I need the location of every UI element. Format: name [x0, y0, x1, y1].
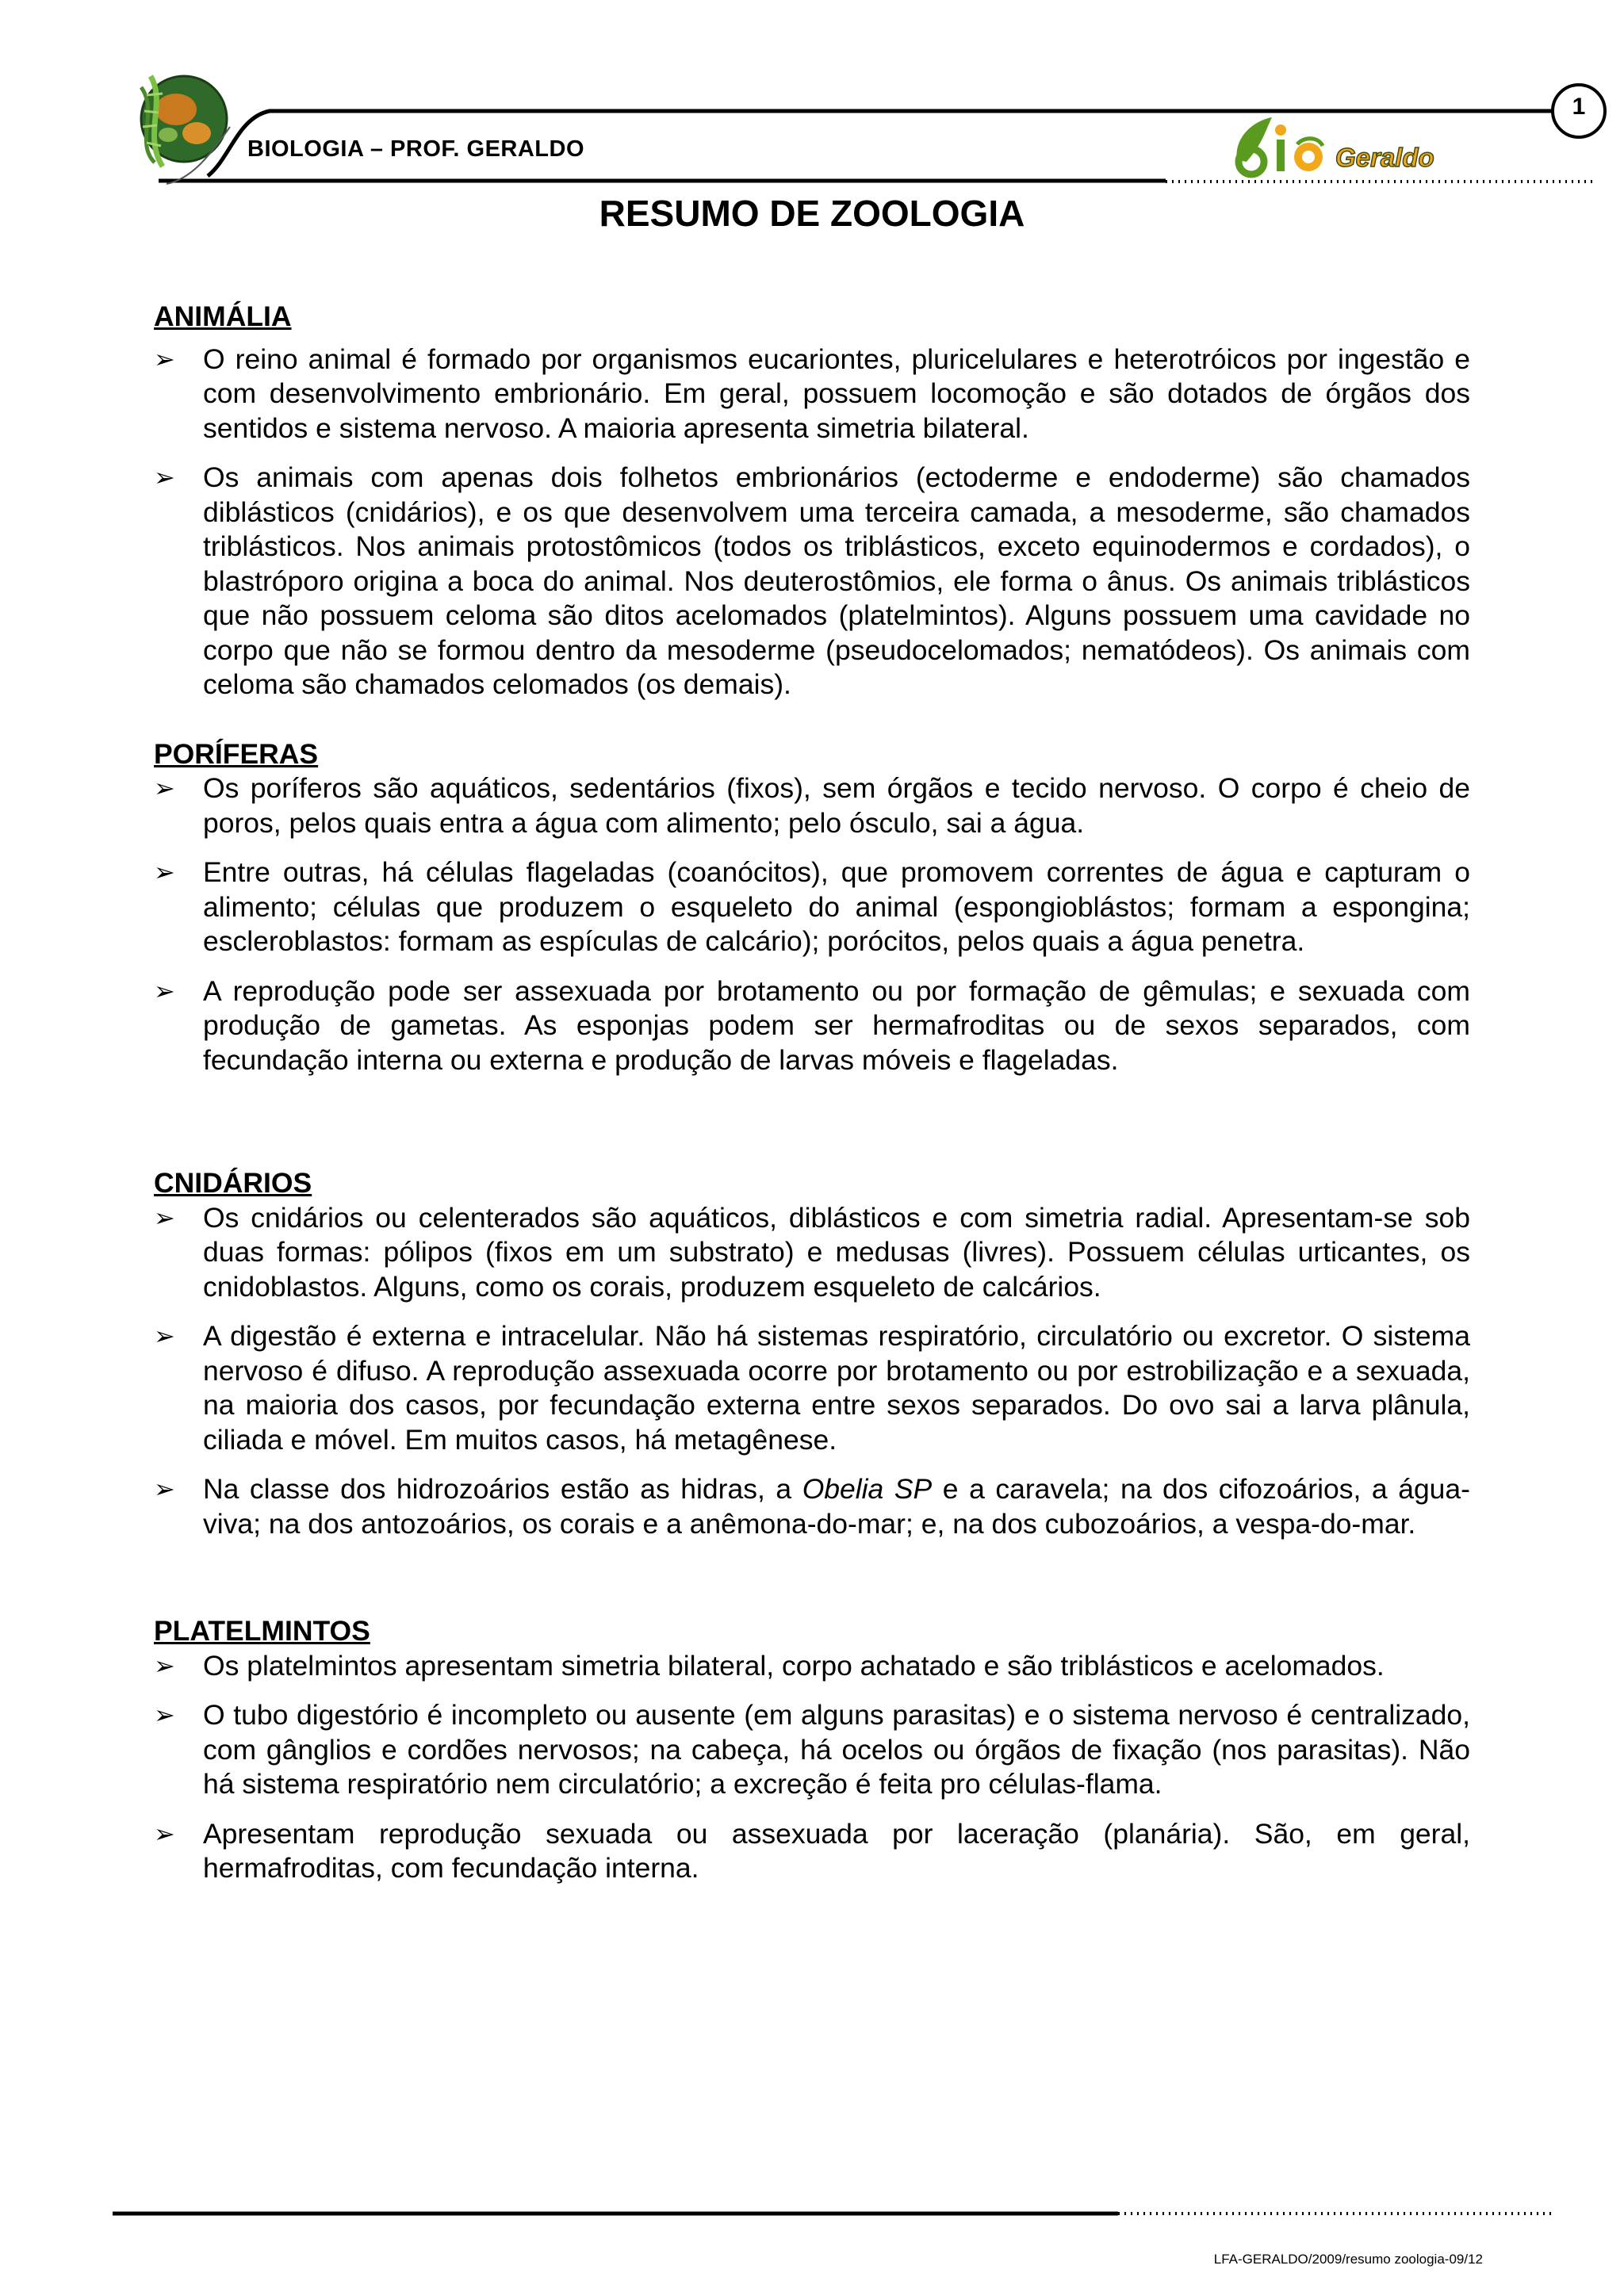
- footer-text: LFA-GERALDO/2009/resumo zoologia-09/12: [1213, 2252, 1483, 2267]
- globe-dna-icon: [141, 76, 227, 166]
- section-poriferas: [154, 737, 1470, 1078]
- content: [154, 300, 1470, 1901]
- species-name: Obelia SP: [802, 1473, 933, 1505]
- bullet-item: ➢ Os cnidários ou celenterados são aquáticos, diblásticos e com simetria radial. Apresentam-se sob duas formas: pólipos (fixos em um substrato) e medusas (livres). Possuem células urticantes, os cnidoblastos. Alguns, como os corais, produzem esqueleto de calcários.: [154, 1201, 1470, 1305]
- section-platelmintos: [154, 1614, 1470, 1886]
- bullet-text: e a caravela; na dos cifozoários, a água-viva; na dos antozoários, os corais e a anêmona-do-mar; e, na dos cubozoários, a vespa-do-mar.: [203, 1473, 1470, 1540]
- bullet-item: ➢ A reprodução pode ser assexuada por brotamento ou por formação de gêmulas; e sexuada com produção de gametas. As esponjas podem ser hermafroditas ou de sexos separados, com fecundação interna ou externa e produção de larvas móveis e flageladas.: [154, 974, 1470, 1078]
- bullet-item: ➢ Apresentam reprodução sexuada ou assexuada por laceração (planária). São, em geral, hermafroditas, com fecundação interna.: [154, 1817, 1470, 1886]
- section-title: PORÍFERAS: [154, 737, 319, 770]
- page-number: 1: [1572, 94, 1586, 120]
- section-cnidarios: [154, 1166, 1470, 1541]
- bullet-item: ➢ A digestão é externa e intracelular. Não há sistemas respiratório, circulatório ou excretor. O sistema nervoso é difuso. A reprodução assexuada ocorre por brotamento ou por estrobilização e a sexuada, na maioria dos casos, por fecundação externa entre sexos separados. Do ovo sai a larva plânula, ciliada e móvel. Em muitos casos, há metagênese.: [154, 1319, 1470, 1457]
- section-title: PLATELMINTOS: [154, 1615, 370, 1647]
- bullet-item: ➢ Entre outras, há células flageladas (coanócitos), que promovem correntes de água e capturam o alimento; células que produzem o esqueleto do animal (espongioblástos; formam a espongina; escleroblastos: formam as espículas de calcário); porócitos, pelos quais a água penetra.: [154, 855, 1470, 959]
- bullet-item: ➢ Os animais com apenas dois folhetos embrionários (ectoderme e endoderme) são chamados diblásticos (cnidários), e os que desenvolvem uma terceira camada, a mesoderme, são chamados triblásticos. Nos animais protostômicos (todos os triblásticos, exceto equinodermos e cordados), o blastróporo origina a boca do animal. Nos deuterostômios, ele forma o ânus. Os animais triblásticos que não possuem celoma são ditos acelomados (platelmintos). Alguns possuem uma cavidade no corpo que não se formou dentro da mesoderme (pseudocelomados; nematódeos). Os animais com celoma são chamados celomados (os demais).: [154, 461, 1470, 702]
- brand-word: Geraldo: [1335, 143, 1434, 172]
- section-title: ANIMÁLIA: [154, 300, 292, 332]
- bullet-text: Na classe dos hidrozoários estão as hidras, a: [203, 1473, 802, 1505]
- section-animalia: [154, 300, 1470, 702]
- bullet-item: [154, 1472, 1470, 1541]
- bullet-item: ➢ O tubo digestório é incompleto ou ausente (em alguns parasitas) e o sistema nervoso é centralizado, com gânglios e cordões nervosos; na cabeça, há ocelos ou órgãos de fixação (nos parasitas). Não há sistema respiratório nem circulatório; a excreção é feita pro células-flama.: [154, 1698, 1470, 1802]
- document-title: RESUMO DE ZOOLOGIA: [599, 193, 1025, 234]
- section-title: CNIDÁRIOS: [154, 1167, 312, 1199]
- brand-logo: [1231, 113, 1481, 179]
- bullet-item: ➢ Os poríferos são aquáticos, sedentários (fixos), sem órgãos e tecido nervoso. O corpo é cheio de poros, pelos quais entra a água com alimento; pelo ósculo, sai a água.: [154, 771, 1470, 840]
- bullet-item: ➢ Os platelmintos apresentam simetria bilateral, corpo achatado e são triblásticos e acelomados.: [154, 1649, 1470, 1684]
- bio-leaf-logo-icon: [1231, 113, 1342, 179]
- course-title: BIOLOGIA – PROF. GERALDO: [247, 136, 585, 162]
- bullet-item: ➢ O reino animal é formado por organismos eucariontes, pluricelulares e heterotróicos por ingestão e com desenvolvimento embrionário. Em geral, possuem locomoção e são dotados de órgãos dos sentidos e sistema nervoso. A maioria apresenta simetria bilateral.: [154, 342, 1470, 446]
